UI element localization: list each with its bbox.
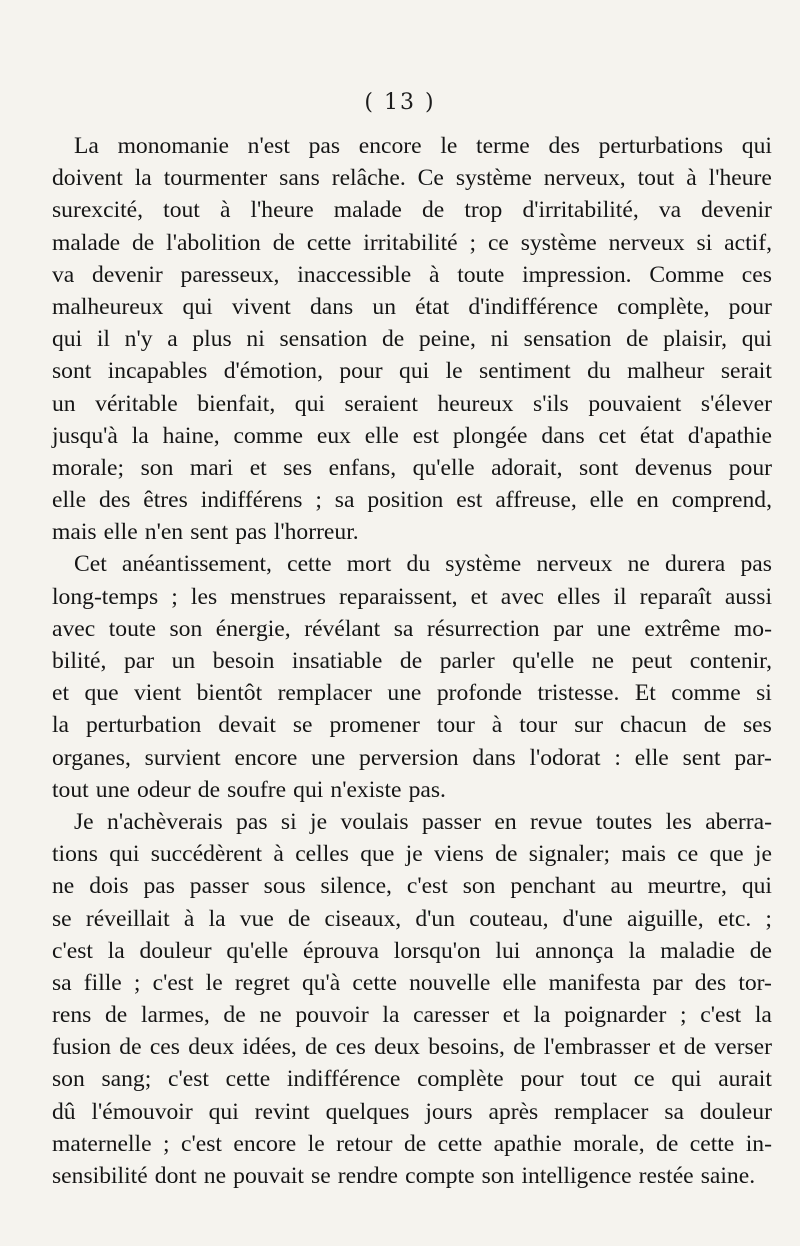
- text-line: surexcité, tout à l'heure malade de trop d'irritabilité, va devenir: [52, 197, 772, 224]
- text-line: maternelle ; c'est encore le retour de cette apathie morale, de cette in-: [52, 1130, 772, 1157]
- text-line: avec toute son énergie, révélant sa résurrection par une extrême mo-: [52, 615, 772, 642]
- page-number: ( 13 ): [364, 90, 436, 115]
- text-line: elle des êtres indifférens ; sa position est affreuse, elle en comprend,: [52, 487, 772, 514]
- text-line: la perturbation devait se promener tour à tour sur chacun de ses: [52, 712, 772, 739]
- paragraph: [52, 806, 772, 1192]
- text-line: Cet anéantissement, cette mort du système nerveux ne durera pas: [74, 551, 772, 578]
- text-line: tions qui succédèrent à celles que je viens de signaler; mais ce que je: [52, 841, 772, 868]
- text-line: jusqu'à la haine, comme eux elle est plongée dans cet état d'apathie: [52, 422, 772, 449]
- text-line: c'est la douleur qu'elle éprouva lorsqu'on lui annonça la maladie de: [52, 937, 772, 964]
- text-line: sensibilité dont ne pouvait se rendre compte son intelligence restée saine.: [52, 1163, 756, 1189]
- text-line: malheureux qui vivent dans un état d'indifférence complète, pour: [52, 293, 772, 320]
- text-line: malade de l'abolition de cette irritabilité ; ce système nerveux si actif,: [52, 229, 772, 256]
- text-line: ne dois pas passer sous silence, c'est son penchant au meurtre, qui: [52, 873, 772, 900]
- text-line: un véritable bienfait, qui seraient heureux s'ils pouvaient s'élever: [52, 390, 772, 417]
- body-text: [52, 130, 772, 1192]
- text-line: fusion de ces deux idées, de ces deux besoins, de l'embrasser et de verser: [52, 1034, 772, 1061]
- text-line: morale; son mari et ses enfans, qu'elle adorait, sont devenus pour: [52, 454, 772, 481]
- paragraph: [52, 548, 772, 806]
- text-line: son sang; c'est cette indifférence complète pour tout ce qui aurait: [52, 1066, 772, 1093]
- text-line: mais elle n'en sent pas l'horreur.: [52, 519, 359, 546]
- text-line: rens de larmes, de ne pouvoir la caresser et la poignarder ; c'est la: [52, 1002, 772, 1029]
- text-line: qui il n'y a plus ni sensation de peine, ni sensation de plaisir, qui: [52, 326, 772, 353]
- text-line: sont incapables d'émotion, pour qui le sentiment du malheur serait: [52, 358, 772, 385]
- text-line: va devenir paresseux, inaccessible à toute impression. Comme ces: [52, 261, 772, 288]
- text-line: La monomanie n'est pas encore le terme des perturbations qui: [74, 133, 772, 159]
- text-line: dû l'émouvoir qui revint quelques jours après remplacer sa douleur: [52, 1098, 772, 1125]
- text-line: tout une odeur de soufre qui n'existe pas.: [52, 776, 446, 803]
- paragraph: [52, 130, 772, 548]
- text-line: Je n'achèverais pas si je voulais passer en revue toutes les aberra-: [74, 808, 772, 835]
- text-line: sa fille ; c'est le regret qu'à cette nouvelle elle manifesta par des tor-: [52, 969, 772, 996]
- text-line: bilité, par un besoin insatiable de parler qu'elle ne peut contenir,: [52, 648, 772, 674]
- text-line: se réveillait à la vue de ciseaux, d'un couteau, d'une aiguille, etc. ;: [52, 905, 772, 932]
- text-line: et que vient bientôt remplacer une profonde tristesse. Et comme si: [52, 680, 772, 707]
- text-line: long-temps ; les menstrues reparaissent, et avec elles il reparaît aussi: [52, 583, 772, 610]
- text-line: doivent la tourmenter sans relâche. Ce système nerveux, tout à l'heure: [52, 165, 772, 192]
- text-line: organes, survient encore une perversion dans l'odorat : elle sent par-: [52, 744, 772, 771]
